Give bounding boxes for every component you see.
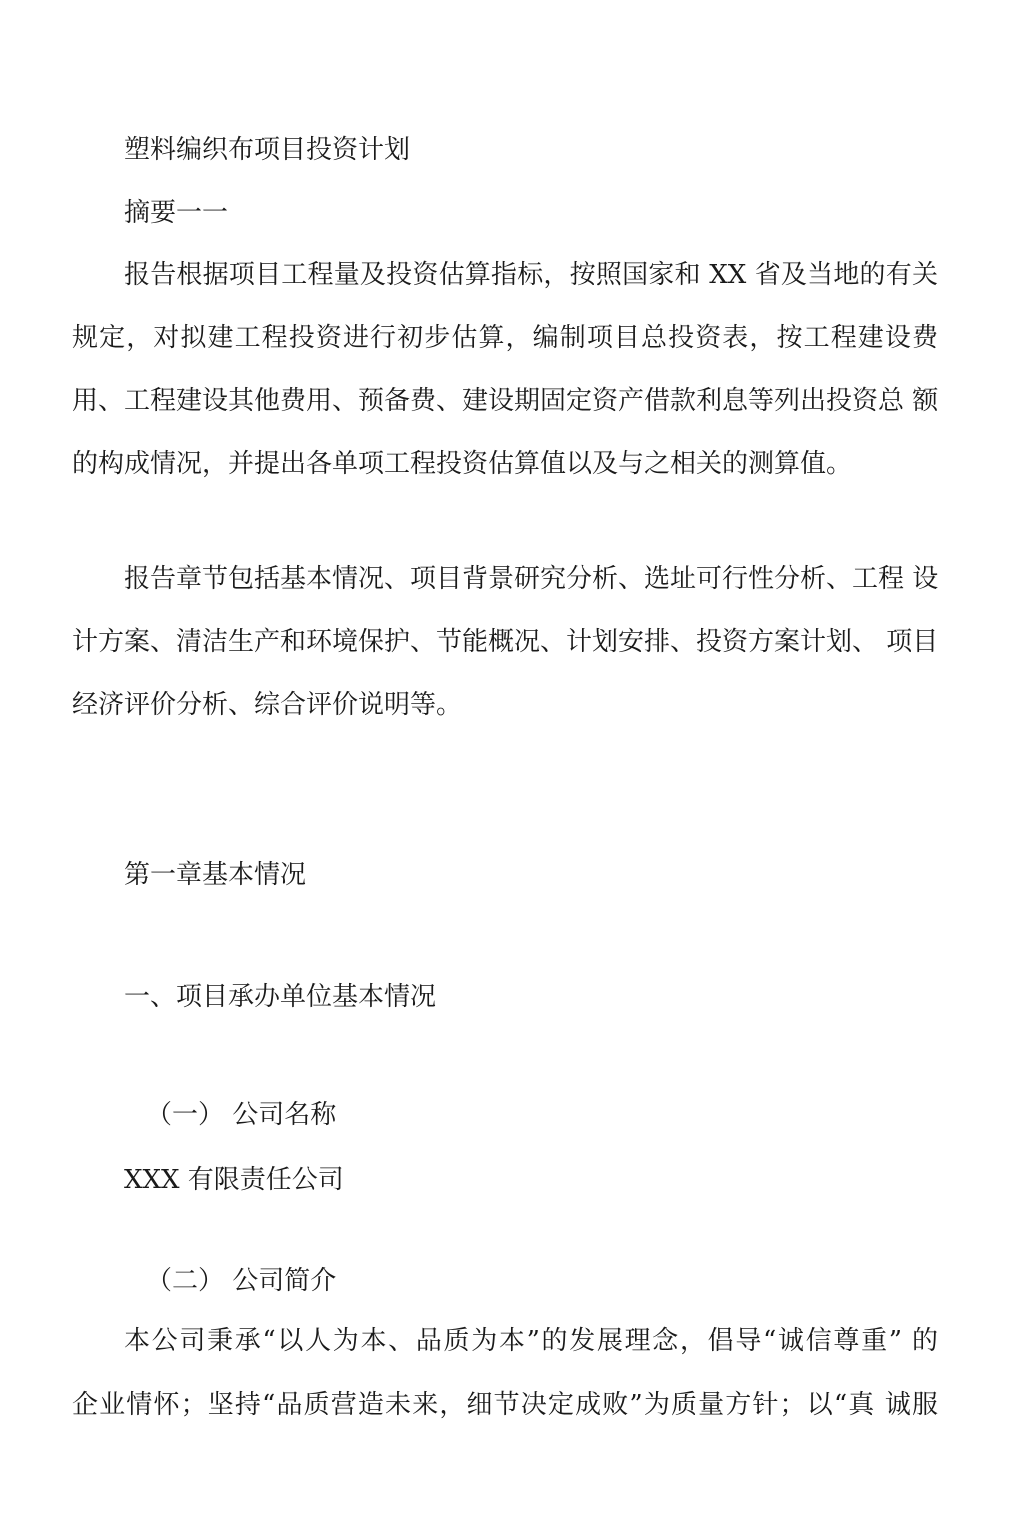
subsection-heading-company-name: （一） 公司名称 [146, 1100, 337, 1130]
para2-line-2: 计方案、清洁生产和环境保护、节能概况、计划安排、投资方案计划、 项目 [72, 627, 939, 657]
section-heading: 一、项目承办单位基本情况 [124, 982, 437, 1012]
para1-line-3: 用、工程建设其他费用、预备费、建设期固定资产借款利息等列出投资总 额 [72, 386, 939, 416]
company-name: XXX 有限责任公司 [124, 1165, 344, 1195]
para1-line-1: 报告根据项目工程量及投资估算指标，按照国家和 XX 省及当地的有关 [124, 260, 938, 290]
document-title: 塑料编织布项目投资计划 [124, 135, 411, 165]
para3-line-2: 企业情怀；坚持“品质营造未来，细节决定成败”为质量方针；以“真 诚服 [72, 1390, 938, 1420]
para2-line-1: 报告章节包括基本情况、项目背景研究分析、选址可行性分析、工程 设 [124, 564, 939, 594]
chapter-heading: 第一章基本情况 [124, 860, 307, 890]
para1-line-2: 规定，对拟建工程投资进行初步估算，编制项目总投资表，按工程建设费 [72, 323, 938, 353]
para2-line-3: 经济评价分析、综合评价说明等。 [72, 690, 463, 720]
para1-line-4: 的构成情况，并提出各单项工程投资估算值以及与之相关的测算值。 [72, 449, 853, 479]
abstract-heading: 摘要一一 [124, 198, 229, 228]
subsection-heading-company-profile: （二） 公司简介 [146, 1266, 337, 1296]
para3-line-1: 本公司秉承“以人为本、品质为本”的发展理念，倡导“诚信尊重” 的 [124, 1326, 938, 1356]
